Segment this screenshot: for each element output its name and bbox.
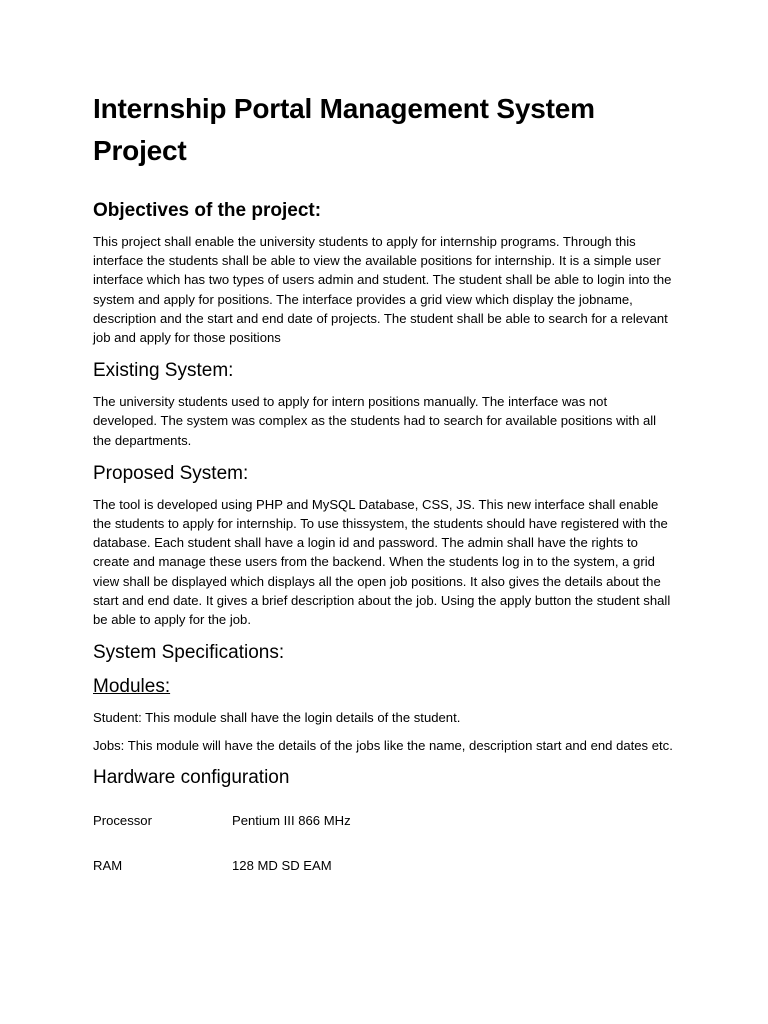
student-module-paragraph: Student: This module shall have the login details of the student.: [93, 710, 461, 726]
hardware-label: Processor: [93, 812, 152, 828]
objectives-heading: Objectives of the project:: [93, 200, 322, 221]
hardware-row-ram: [93, 856, 351, 875]
hardware-value: 128 MD SD EAM: [232, 857, 332, 873]
proposed-system-heading: Proposed System:: [93, 462, 249, 484]
objectives-paragraph: This project shall enable the university students to apply for internship programs. Through this interface the students shall be able to view the available positions for internship. It is a simple user interface which has two types of users admin and student. The student shall be able to login into the system and apply for positions. The interface provides a grid view which display the jobname, description and the start and end date of projects. The student shall be able to search for a relevant job and apply for those positions: [93, 234, 672, 346]
system-specifications-heading: System Specifications:: [93, 642, 285, 664]
hardware-row-processor: [93, 811, 351, 830]
existing-system-paragraph: The university students used to apply for intern positions manually. The interface was not developed. The system was complex as the students had to search for available positions with all the departments.: [93, 394, 657, 448]
hardware-row-spacer: [93, 830, 351, 856]
modules-heading: Modules:: [93, 676, 171, 698]
hardware-label: RAM: [93, 857, 123, 873]
document-title: Internship Portal Management System Project: [93, 93, 595, 166]
hardware-value: Pentium III 866 MHz: [232, 812, 351, 828]
document-page: [93, 88, 673, 875]
existing-system-heading: Existing System:: [93, 360, 234, 382]
hardware-spec-table: [93, 811, 351, 875]
proposed-system-paragraph: The tool is developed using PHP and MySQL Database, CSS, JS. This new interface shall enable the students to apply for internship. To use thissystem, the students should have registered with the database. Each student shall have a login id and password. The admin shall have the rights to create and manage these users from the backend. When the students log in to the system, a grid view shall be displayed which displays all the open job positions. It also gives the details about the start and end date. It gives a brief description about the job. Using the apply button the student shall be able to apply for the job.: [93, 496, 671, 628]
jobs-module-paragraph: Jobs: This module will have the details of the jobs like the name, description start and end dates etc.: [93, 738, 673, 754]
hardware-configuration-heading: Hardware configuration: [93, 766, 290, 788]
